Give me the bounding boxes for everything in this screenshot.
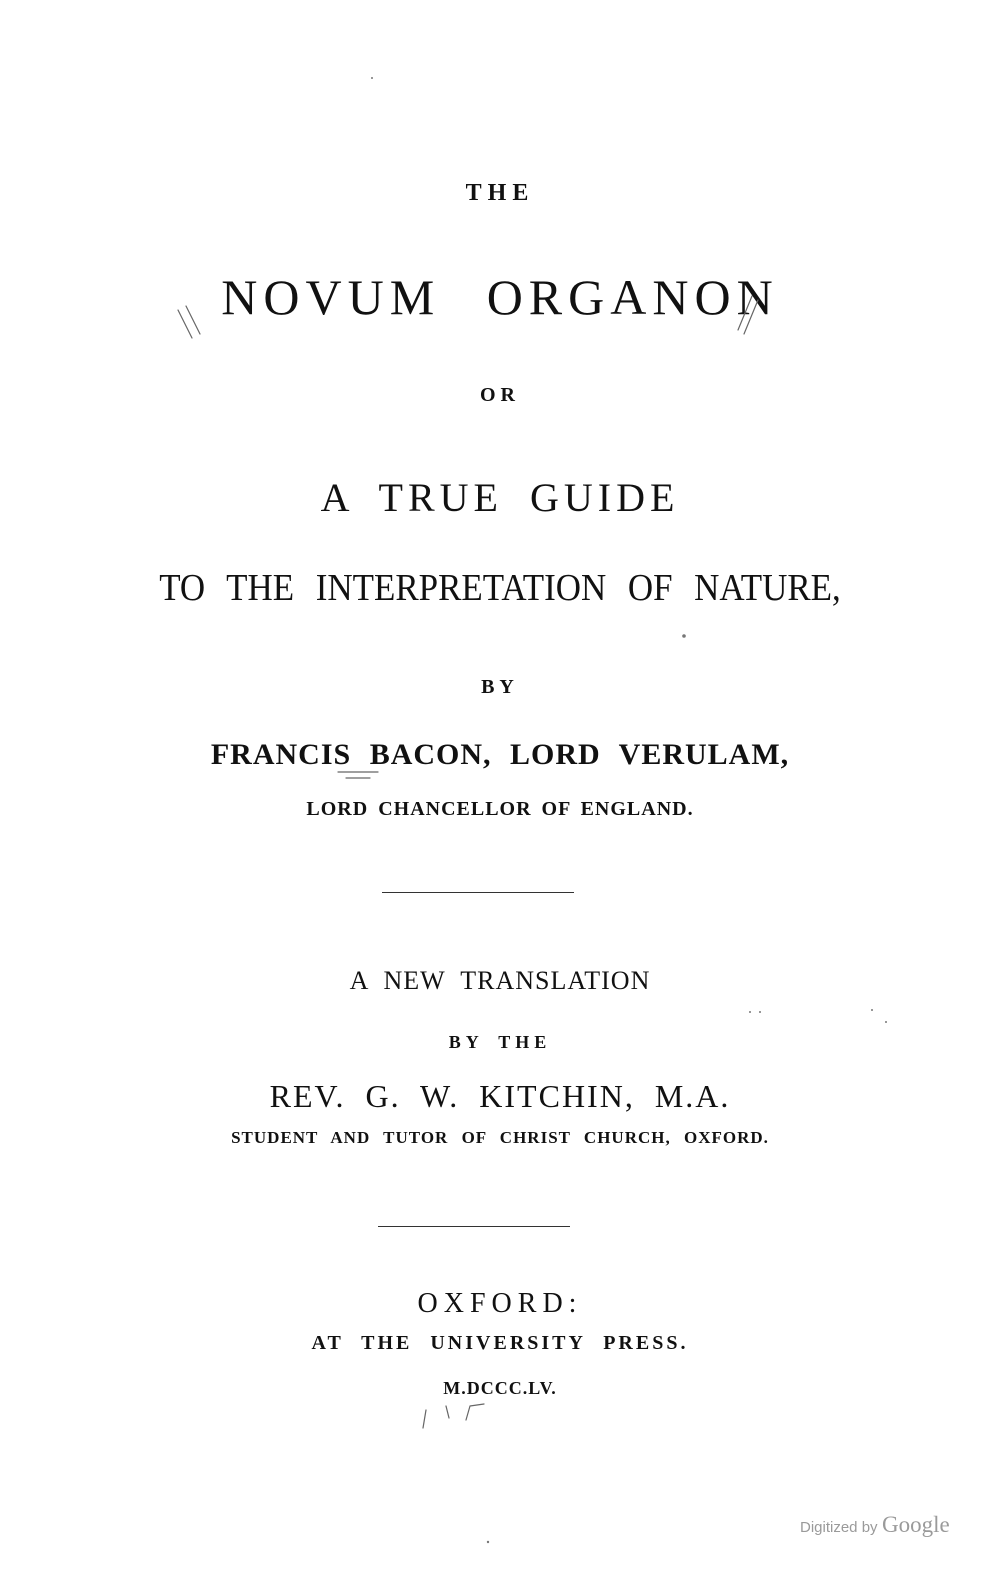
translation-note: A NEW TRANSLATION	[349, 966, 651, 995]
publication-place: OXFORD:	[417, 1288, 583, 1319]
or-label: OR	[480, 384, 520, 406]
google-logo: Google	[882, 1512, 950, 1537]
the-label: THE	[465, 180, 535, 206]
translator-name: REV. G. W. KITCHIN, M.A.	[269, 1078, 731, 1114]
subtitle-line-1: A TRUE GUIDE	[320, 475, 680, 520]
by-the-label: BY THE	[448, 1032, 552, 1052]
digitized-by-google-watermark	[800, 1512, 980, 1542]
divider-rule	[378, 1226, 570, 1227]
divider-rule	[382, 892, 574, 893]
translator-title: STUDENT AND TUTOR OF CHRIST CHURCH, OXFORD.	[231, 1128, 769, 1147]
book-title: NOVUM ORGANON	[221, 269, 779, 325]
author-name: FRANCIS BACON, LORD VERULAM,	[210, 738, 790, 771]
subtitle-line-2: TO THE INTERPRETATION OF NATURE,	[159, 567, 841, 609]
publisher: AT THE UNIVERSITY PRESS.	[311, 1332, 689, 1354]
by-label: BY	[481, 676, 519, 698]
watermark-prefix: Digitized by	[800, 1519, 878, 1536]
publication-date: M.DCCC.LV.	[443, 1378, 557, 1398]
author-title: LORD CHANCELLOR OF ENGLAND.	[306, 798, 694, 820]
